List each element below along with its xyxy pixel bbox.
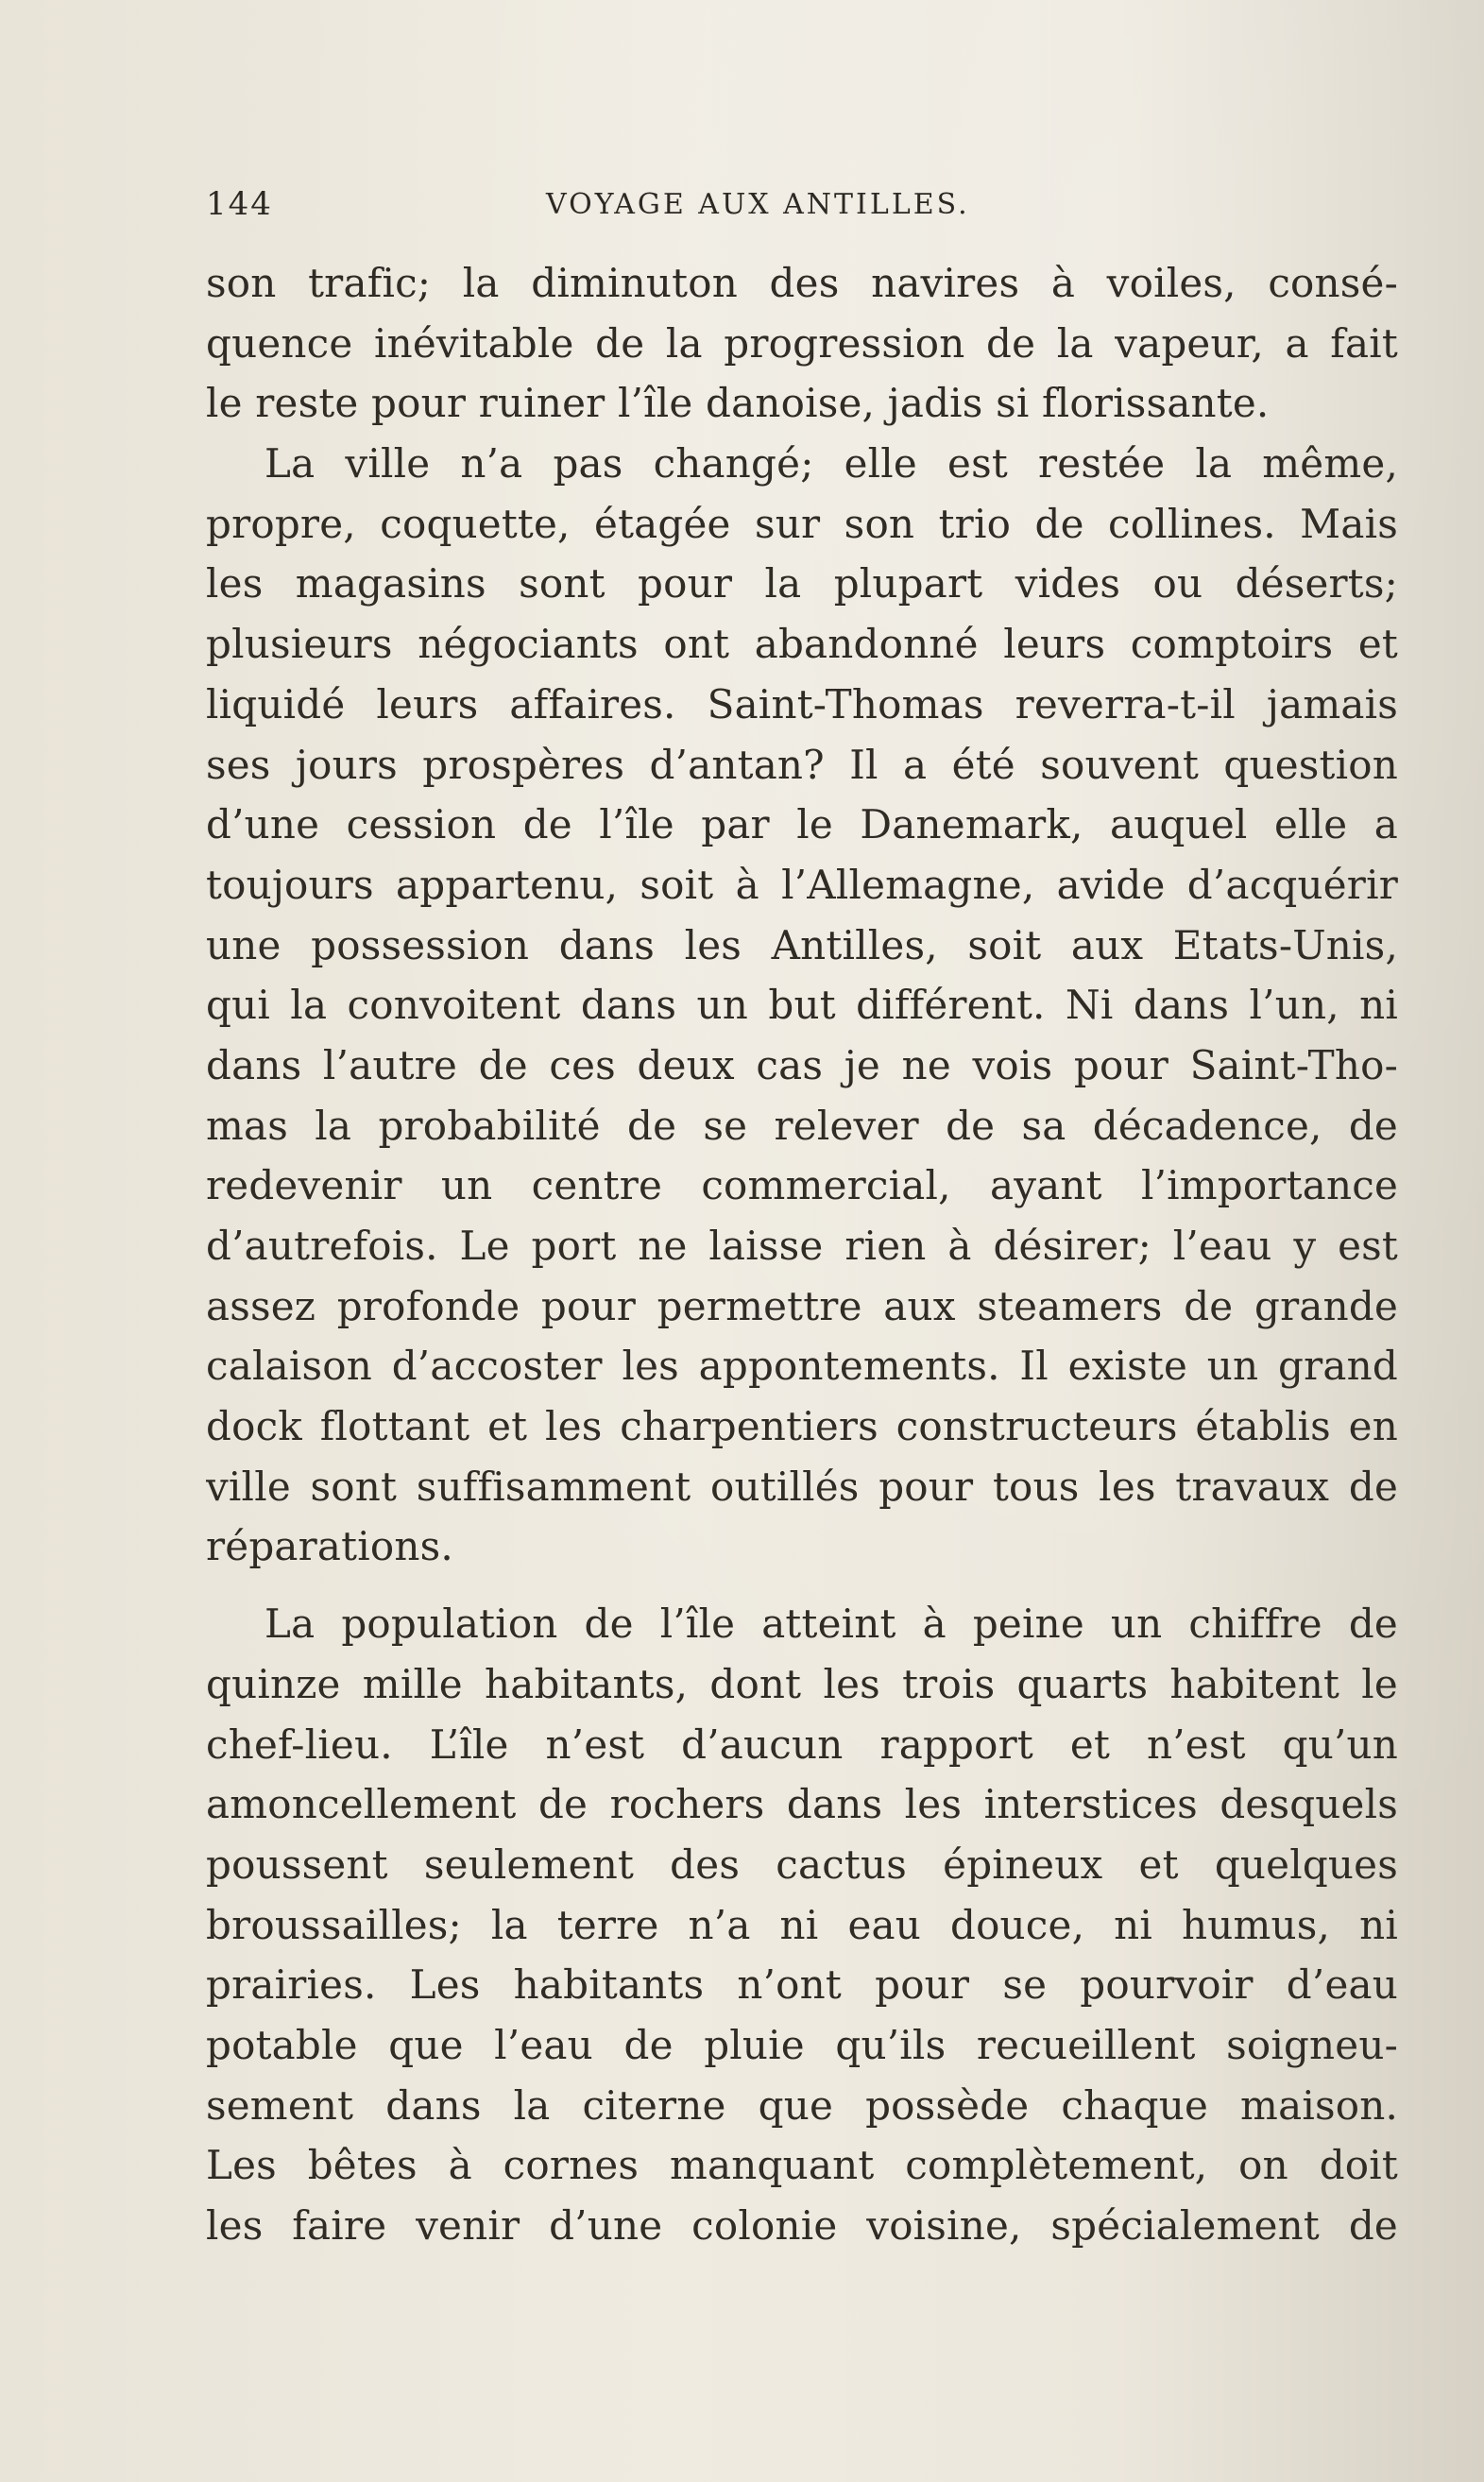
text-line: une possession dans les Antilles, soit aux Etats-Unis, bbox=[206, 921, 1398, 968]
page-number: 144 bbox=[206, 185, 273, 223]
text-line: Les bêtes à cornes manquant complètement, on doit bbox=[206, 2142, 1398, 2189]
text-line: quinze mille habitants, dont les trois quarts habitent le bbox=[206, 1660, 1398, 1707]
text-line: assez profonde pour permettre aux steamers de grande bbox=[206, 1282, 1398, 1329]
text-line: calaison d’accoster les appontements. Il existe un grand bbox=[206, 1343, 1398, 1390]
body-text bbox=[206, 253, 1398, 2256]
text-line: le reste pour ruiner l’île danoise, jadis si florissante. bbox=[206, 380, 1270, 427]
text-line: les magasins sont pour la plupart vides ou déserts; bbox=[206, 560, 1398, 608]
text-line: d’une cession de l’île par le Danemark, auquel elle a bbox=[206, 801, 1398, 848]
text-line: qui la convoitent dans un but différent. Ni dans l’un, ni bbox=[206, 982, 1398, 1029]
text-line: son trafic; la diminuton des navires à voiles, consé- bbox=[206, 260, 1398, 306]
text-line: plusieurs négociants ont abandonné leurs comptoirs et bbox=[206, 621, 1398, 668]
text-line: sement dans la citerne que possède chaque maison. bbox=[206, 2081, 1398, 2129]
text-line: potable que l’eau de pluie qu’ils recueillent soigneu- bbox=[206, 2021, 1398, 2068]
text-line: toujours appartenu, soit à l’Allemagne, avide d’acquérir bbox=[206, 861, 1398, 908]
text-line: mas la probabilité de se relever de sa décadence, de bbox=[206, 1102, 1398, 1149]
page-header bbox=[206, 185, 1009, 231]
text-line: liquidé leurs affaires. Saint-Thomas reverra-t-il jamais bbox=[206, 680, 1398, 727]
text-line: les faire venir d’une colonie voisine, spécialement de bbox=[206, 2202, 1398, 2249]
paragraph-start-line: La ville n’a pas changé; elle est restée la même, bbox=[264, 440, 1398, 488]
text-line: poussent seulement des cactus épineux et quelques bbox=[206, 1840, 1398, 1888]
text-line: amoncellement de rochers dans les interstices desquels bbox=[206, 1781, 1398, 1828]
text-line: dock flottant et les charpentiers constructeurs établis en bbox=[206, 1403, 1398, 1450]
text-line: réparations. bbox=[206, 1523, 453, 1570]
text-line: ses jours prospères d’antan? Il a été souvent question bbox=[206, 741, 1398, 788]
text-line: chef-lieu. L’île n’est d’aucun rapport et n’est qu’un bbox=[206, 1720, 1398, 1768]
text-line: propre, coquette, étagée sur son trio de collines. Mais bbox=[206, 500, 1398, 547]
text-line: ville sont suffisamment outillés pour tous les travaux de bbox=[206, 1463, 1398, 1510]
text-line: dans l’autre de ces deux cas je ne vois pour Saint-Tho- bbox=[206, 1041, 1398, 1088]
text-line: quence inévitable de la progression de la vapeur, a fait bbox=[206, 319, 1398, 367]
text-line: d’autrefois. Le port ne laisse rien à désirer; l’eau y est bbox=[206, 1223, 1398, 1269]
running-title: VOYAGE AUX ANTILLES. bbox=[546, 188, 970, 221]
text-line: broussailles; la terre n’a ni eau douce, ni humus, ni bbox=[206, 1901, 1398, 1948]
text-line: redevenir un centre commercial, ayant l’importance bbox=[206, 1162, 1398, 1209]
text-line: prairies. Les habitants n’ont pour se pourvoir d’eau bbox=[206, 1961, 1398, 2009]
paragraph-start-line: La population de l’île atteint à peine un chiffre de bbox=[264, 1600, 1398, 1648]
